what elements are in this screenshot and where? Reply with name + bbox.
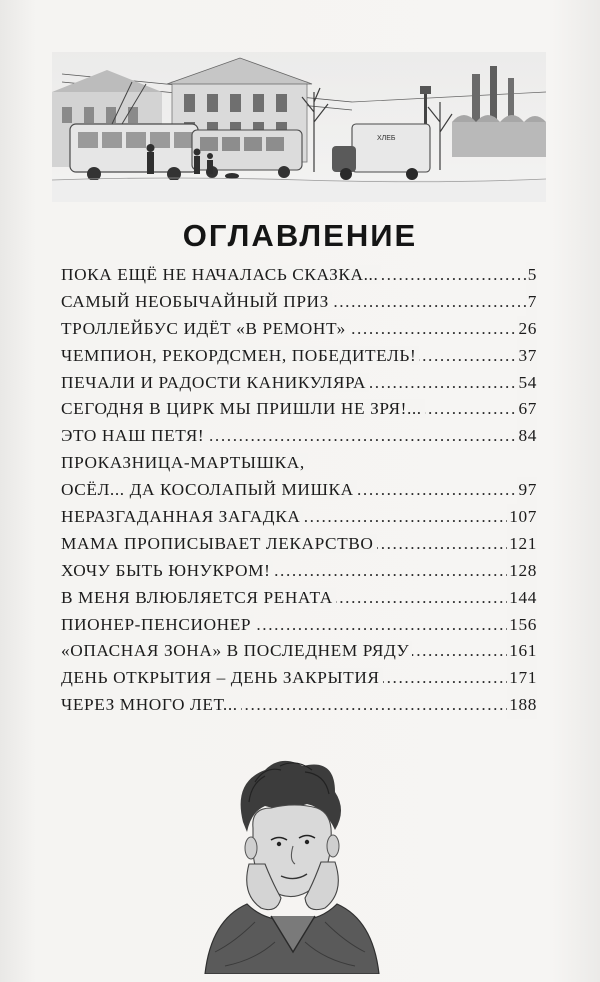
toc-entry (61, 370, 537, 397)
toc-entry (61, 531, 537, 558)
toc-entry-page: 7 (526, 289, 537, 316)
toc-entry-page: 107 (507, 504, 537, 531)
toc-entry (61, 504, 537, 531)
boy-portrait-illustration (185, 752, 395, 974)
toc-entry-page: 54 (517, 370, 537, 397)
toc-entry-title: «ОПАСНАЯ ЗОНА» В ПОСЛЕДНЕМ РЯДУ (61, 641, 412, 660)
toc-entry-title: ПЕЧАЛИ И РАДОСТИ КАНИКУЛЯРА (61, 373, 369, 392)
toc-entry-title: САМЫЙ НЕОБЫЧАЙНЫЙ ПРИЗ (61, 292, 332, 311)
toc-entry-title: НЕРАЗГАДАННАЯ ЗАГАДКА (61, 507, 303, 526)
winter-street-trolleybus-illustration (52, 52, 546, 202)
toc-entry (61, 289, 537, 316)
toc-entry-title: ЭТО НАШ ПЕТЯ! (61, 426, 207, 445)
toc-entry-page: 121 (507, 531, 537, 558)
toc-entry-title: МАМА ПРОПИСЫВАЕТ ЛЕКАРСТВО (61, 534, 377, 553)
toc-entry-page: 26 (517, 316, 537, 343)
toc-entry (61, 262, 537, 289)
toc-entry-page: 67 (517, 396, 537, 423)
toc-entry (61, 665, 537, 692)
toc-entry-page: 5 (526, 262, 537, 289)
toc-entry (61, 585, 537, 612)
toc-entry-page: 171 (507, 665, 537, 692)
toc-entry-title: ПРОКАЗНИЦА-МАРТЫШКА, (61, 453, 308, 472)
toc-entry-title: ЧЕМПИОН, РЕКОРДСМЕН, ПОБЕДИТЕЛЬ! (61, 346, 419, 365)
toc-entry-page: 144 (507, 585, 537, 612)
toc-entry (61, 558, 537, 585)
toc-entry-title: ПОКА ЕЩЁ НЕ НАЧАЛАСЬ СКАЗКА... (61, 265, 381, 284)
toc-entry (61, 316, 537, 343)
toc-entry-title: ЧЕРЕЗ МНОГО ЛЕТ... (61, 695, 241, 714)
page-title: ОГЛАВЛЕНИЕ (182, 218, 418, 253)
toc-entry-page: 128 (507, 558, 537, 585)
toc-entry-page: 161 (507, 638, 537, 665)
toc-entry-page: 188 (507, 692, 537, 719)
toc-entry-title: ОСЁЛ... ДА КОСОЛАПЫЙ МИШКА (61, 480, 357, 499)
toc-entry-title: ДЕНЬ ОТКРЫТИЯ – ДЕНЬ ЗАКРЫТИЯ (61, 668, 383, 687)
toc-entry-title: ПИОНЕР-ПЕНСИОНЕР (61, 615, 254, 634)
toc-entry (61, 477, 537, 504)
toc-entry (61, 450, 537, 477)
toc-entry (61, 343, 537, 370)
toc-entry (61, 396, 537, 423)
toc-entry (61, 638, 537, 665)
toc-entry-title: ТРОЛЛЕЙБУС ИДЁТ «В РЕМОНТ» (61, 319, 349, 338)
toc-entry-page: 156 (507, 612, 537, 639)
toc-entry (61, 692, 537, 719)
toc-entry-title: ХОЧУ БЫТЬ ЮНУКРОМ! (61, 561, 273, 580)
toc-entry (61, 423, 537, 450)
toc-entry-title: В МЕНЯ ВЛЮБЛЯЕТСЯ РЕНАТА (61, 588, 336, 607)
toc-entry-page: 97 (517, 477, 537, 504)
toc-entry-page: 37 (517, 343, 537, 370)
table-of-contents (61, 262, 537, 719)
toc-entry-page: 84 (517, 423, 537, 450)
toc-entry (61, 612, 537, 639)
bread-van-sign: ХЛЕБ (377, 135, 396, 142)
toc-entry-title: СЕГОДНЯ В ЦИРК МЫ ПРИШЛИ НЕ ЗРЯ!... (61, 399, 425, 418)
